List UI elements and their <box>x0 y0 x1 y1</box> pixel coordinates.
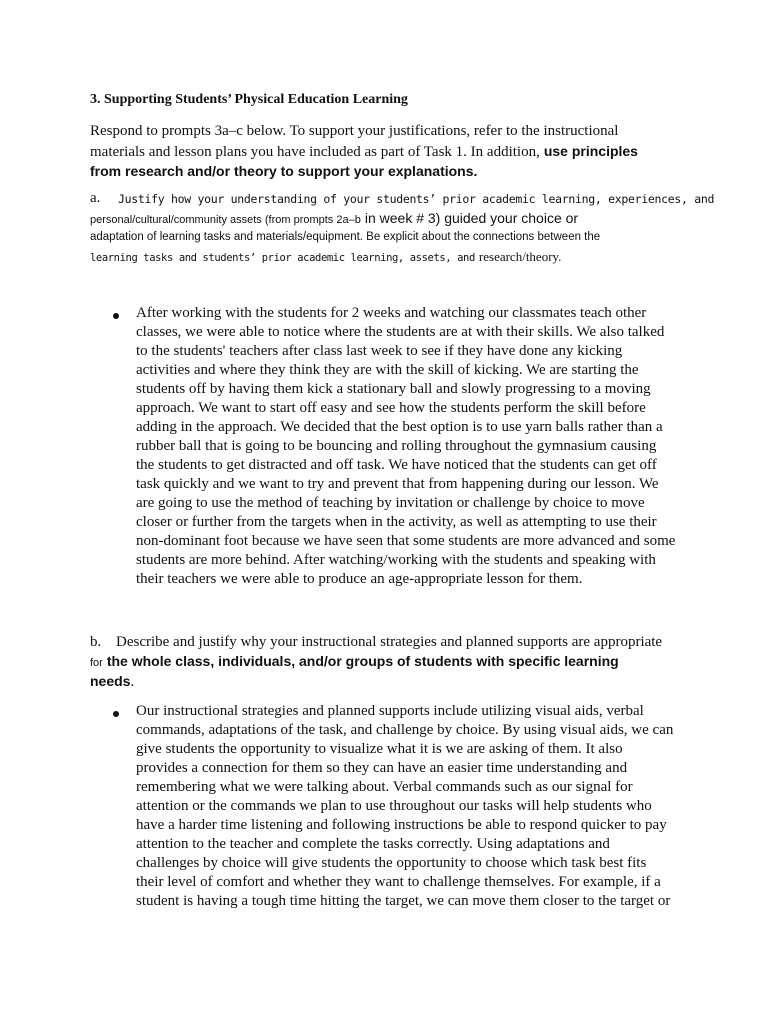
prompt-a-line-4-end: research/theory. <box>478 249 562 264</box>
bullet-b <box>113 711 119 717</box>
intro-line-2 <box>90 143 638 161</box>
response-b-line: provides a connection for them so they can have an easier time understanding and <box>136 760 628 776</box>
response-a-line: rubber ball that is going to be bouncing and rolling throughout the gymnasium causing <box>136 438 657 454</box>
prompt-a-line-2 <box>90 210 578 228</box>
response-a-line: are going to use the method of teaching by invitation or challenge by choice to move <box>136 495 645 511</box>
response-a-line: non-dominant foot because we have seen that some students are more advanced and some <box>136 533 676 549</box>
response-a-line: classes, we were able to notice where the students are at with their skills. We also talked <box>136 324 665 340</box>
response-a-line: students are more behind. After watching/working with the students and speaking with <box>136 552 656 568</box>
response-a-line: approach. We want to start off easy and see how the students perform the skill before <box>136 400 646 416</box>
prompt-b-line-1: Describe and justify why your instructional strategies and planned supports are appropriate <box>116 634 663 650</box>
response-b-line: give students the opportunity to visualize what it is we are asking of them. It also <box>136 741 623 757</box>
intro-line-2-text: materials and lesson plans you have included as part of Task 1. In addition, <box>90 144 540 160</box>
response-a-line: activities and where they think they are with the skill of kicking. We are starting the <box>136 362 639 378</box>
response-b-line: challenges by choice will give students the opportunity to choose which task best fits <box>136 855 647 871</box>
response-b-line: attention to the teacher and complete the tasks correctly. Using adaptations and <box>136 836 610 852</box>
response-a-line: task quickly and we want to try and prevent that from happening during our lesson. We <box>136 476 659 492</box>
response-b-line: commands, adaptations of the task, and challenge by choice. By using visual aids, we can <box>136 722 674 738</box>
response-b-line: remembering what we were talking about. Verbal commands such as our signal for <box>136 779 633 795</box>
prompt-a-line-4-mono: learning tasks and students’ prior academic learning, assets, and <box>90 252 475 264</box>
response-a-line: their teachers we were able to produce an age-appropriate lesson for them. <box>136 571 583 587</box>
response-a-line: adding in the approach. We decided that the best option is to use yarn balls rather than a <box>136 419 663 435</box>
prompt-a-line-2-large: in week # 3) guided your choice or <box>364 210 579 226</box>
prompt-a-label: a. <box>90 190 101 206</box>
response-a-line: closer or further from the targets when in the activity, as well as attempting to use their <box>136 514 657 530</box>
prompt-a-line-1: Justify how your understanding of your students’ prior academic learning, experiences, and <box>118 192 715 206</box>
prompt-a-line-4 <box>90 248 561 266</box>
response-a-line: the students to get distracted and off task. We have noticed that the students can get off <box>136 457 657 473</box>
prompt-b-line-2-small: for <box>90 657 103 669</box>
prompt-b-label: b. <box>90 634 102 650</box>
intro-line-3-emphasis: from research and/or theory to support your explanations. <box>90 163 478 179</box>
bullet-a <box>113 313 119 319</box>
response-a-line: to the students' teachers after class last week to see if they have done any kicking <box>136 343 623 359</box>
response-a-line: After working with the students for 2 weeks and watching our classmates teach other <box>136 305 647 321</box>
prompt-a-line-2-small: personal/cultural/community assets (from prompts 2a–b <box>90 214 361 226</box>
prompt-b-line-3-emphasis: needs <box>90 673 131 689</box>
response-b-line: student is having a tough time hitting the target, we can move them closer to the target or <box>136 893 671 909</box>
response-a-line: students off by having them kick a stationary ball and slowly progressing to a moving <box>136 381 651 397</box>
prompt-b-line-2 <box>90 653 619 671</box>
response-b-line: have a harder time listening and following instructions be able to respond quicker to pay <box>136 817 667 833</box>
prompt-b-line-3-end: . <box>130 674 135 690</box>
response-b-line: attention or the commands we plan to use throughout our tasks will help students who <box>136 798 652 814</box>
prompt-b-line-2-emphasis: the whole class, individuals, and/or groups of students with specific learning <box>106 653 619 669</box>
prompt-a-line-3: adaptation of learning tasks and materials/equipment. Be explicit about the connections between the <box>90 231 601 243</box>
response-b-line: their level of comfort and whether they want to challenge themselves. For example, if a <box>136 874 661 890</box>
intro-line-1: Respond to prompts 3a–c below. To support your justifications, refer to the instructional <box>90 123 619 139</box>
intro-line-2-emphasis: use principles <box>543 143 638 159</box>
response-b-line: Our instructional strategies and planned supports include utilizing visual aids, verbal <box>136 703 644 719</box>
section-heading: 3. Supporting Students’ Physical Education Learning <box>90 92 408 107</box>
prompt-b-line-3 <box>90 673 134 691</box>
